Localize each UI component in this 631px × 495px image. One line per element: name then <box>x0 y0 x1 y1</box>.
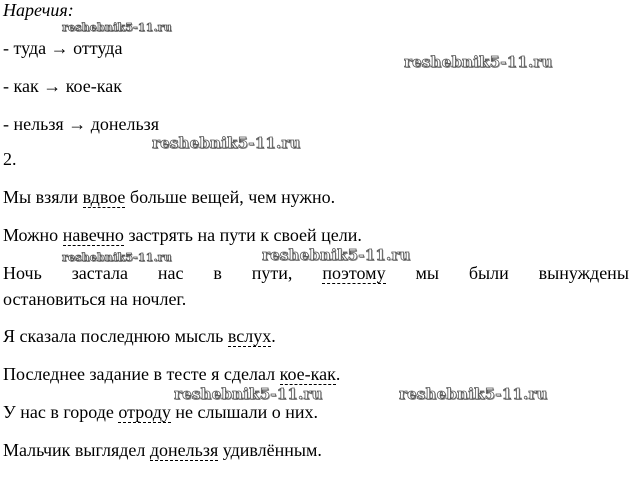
sentence-text: удивлённым. <box>218 440 322 460</box>
pair-from: туда <box>13 38 47 58</box>
pair-dash: - <box>3 76 14 96</box>
sentence-text: Можно <box>3 225 63 245</box>
underlined-adverb: отроду <box>118 402 171 422</box>
word: мы <box>415 263 439 283</box>
adverb-pair <box>3 114 159 134</box>
sentence-text: Мальчик выглядел <box>3 440 150 460</box>
word: Ночь <box>3 263 42 283</box>
underlined-adverb: донельзя <box>149 440 219 460</box>
sentence-justified-line <box>3 263 629 284</box>
sentence <box>3 364 340 384</box>
sentence-text: Последнее задание в тесте я сделал <box>3 364 280 384</box>
word: в <box>213 263 222 283</box>
watermark: reshebnik5-11.ru <box>404 53 553 71</box>
underlined-adverb: вслух <box>227 326 272 346</box>
sentence-text: не слышали о них. <box>170 402 318 422</box>
arrow-icon: → <box>63 114 91 134</box>
arrow-icon: → <box>46 38 74 58</box>
sentence-text: . <box>335 364 341 384</box>
word: были <box>468 263 509 283</box>
word: пути, <box>251 263 293 283</box>
underlined-adverb: поэтому <box>322 263 386 283</box>
task-number: 2. <box>3 149 17 169</box>
sentence-text: Я сказала последнюю мысль <box>3 326 228 346</box>
adverb-pair <box>3 76 122 96</box>
watermark: reshebnik5-11.ru <box>62 21 172 34</box>
sentence <box>3 225 362 245</box>
watermark: reshebnik5-11.ru <box>399 385 548 403</box>
sentence <box>3 402 318 422</box>
adverb-pair <box>3 38 122 58</box>
section-heading: Наречия: <box>3 0 74 20</box>
pair-dash: - <box>3 38 14 58</box>
pair-from: как <box>13 76 39 96</box>
underlined-adverb: навечно <box>62 225 124 245</box>
pair-to: кое-как <box>65 76 122 96</box>
sentence <box>3 187 335 207</box>
underlined-adverb: вдвое <box>82 187 126 207</box>
sentence <box>3 326 276 346</box>
pair-from: нельзя <box>13 114 64 134</box>
sentence <box>3 440 322 460</box>
watermark: reshebnik5-11.ru <box>174 385 323 403</box>
sentence-text: Мы взяли <box>3 187 83 207</box>
sentence-text: У нас в городе <box>3 402 119 422</box>
pair-to: оттуда <box>73 38 123 58</box>
sentence-text: больше вещей, чем нужно. <box>125 187 336 207</box>
sentence-text: . <box>271 326 276 346</box>
sentence-text: застрять на пути к своей цели. <box>123 225 362 245</box>
word: вынуждены <box>538 263 629 283</box>
watermark: reshebnik5-11.ru <box>262 246 411 264</box>
sentence-continuation: остановиться на ночлег. <box>3 289 187 309</box>
word: застала <box>71 263 128 283</box>
arrow-icon: → <box>38 76 66 96</box>
watermark: reshebnik5-11.ru <box>152 134 301 152</box>
word: нас <box>157 263 184 283</box>
watermark: reshebnik5-11.ru <box>62 251 172 264</box>
pair-dash: - <box>3 114 14 134</box>
pair-to: донельзя <box>90 114 160 134</box>
underlined-adverb: кое-как <box>279 364 336 384</box>
